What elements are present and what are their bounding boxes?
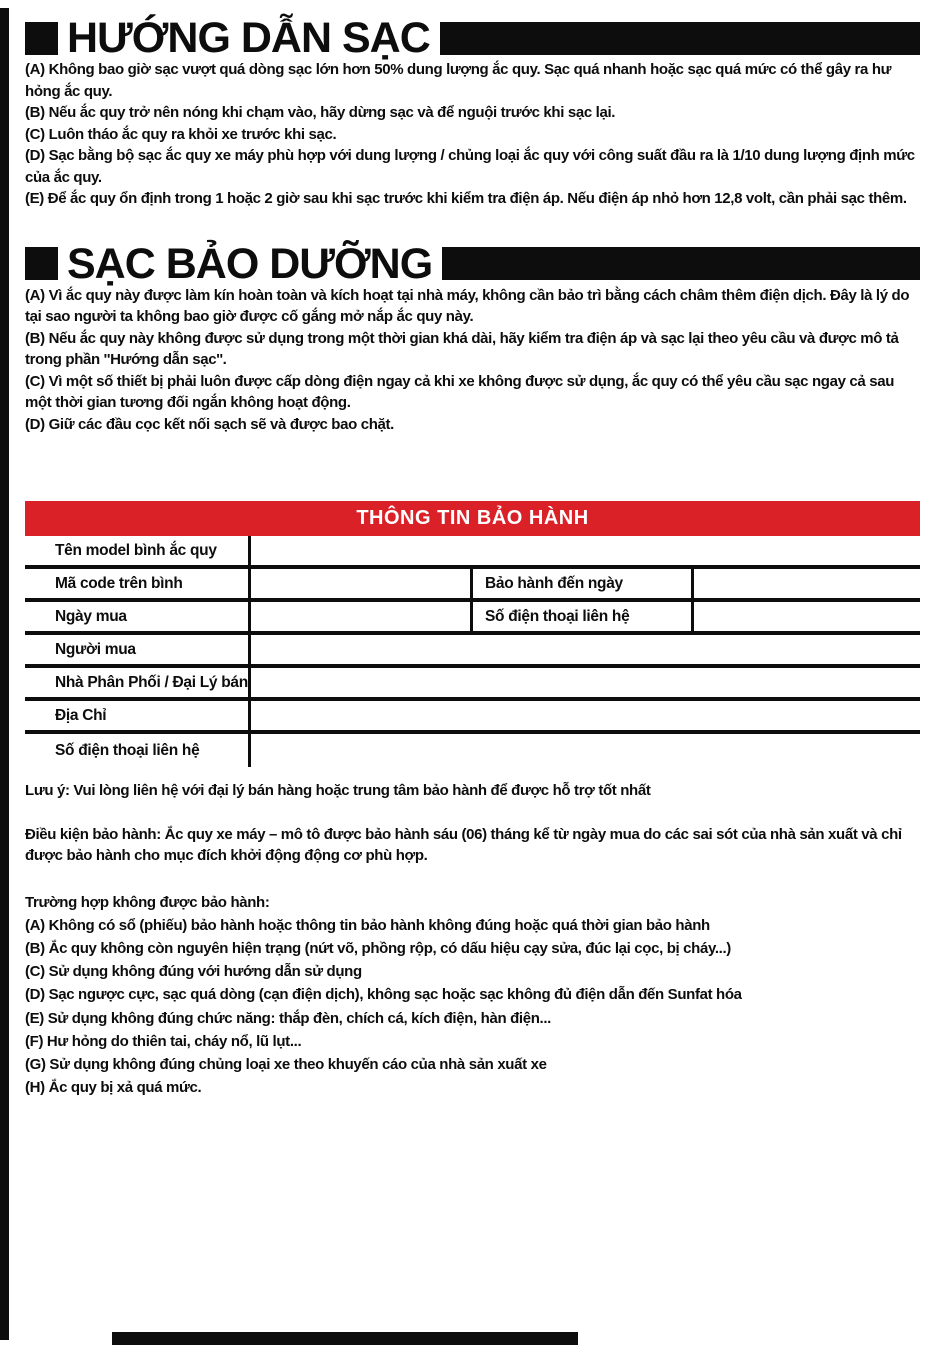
warranty-conditions: Điều kiện bảo hành: Ắc quy xe máy – mô tô được bảo hành sáu (06) tháng kể từ ngày mua do các sai sót của nhà sản xuất và chỉ được bảo hành cho mục đích khởi động động cơ phù hợp. [25, 825, 902, 864]
section-body [25, 285, 920, 436]
section-body [25, 59, 920, 210]
para-line: (E) Để ắc quy ổn định trong 1 hoặc 2 giờ sau khi sạc trước khi kiểm tra điện áp. Nếu điện áp nhỏ hơn 12,8 volt, cần phải sạc thêm. [25, 190, 907, 207]
fill-in-cell [251, 635, 920, 664]
row-label: Tên model bình ắc quy [25, 536, 251, 565]
para-line: (A) Vì ắc quy này được làm kín hoàn toàn và kích hoạt tại nhà máy, không cần bảo trì bằng cách châm thêm điện dịch. Đây là lý do tại sao người ta không bao giờ được cố gắng mở nắp ắc quy này. [25, 286, 910, 325]
row-label-2: Số điện thoại liên hệ [473, 602, 694, 631]
page-left-edge-strip [0, 8, 9, 1340]
exclusion-line: (D) Sạc ngược cực, sạc quá dòng (cạn điện dịch), không sạc hoặc sạc không đủ điện dẫn đến Sunfat hóa [25, 986, 742, 1004]
section-title: HƯỚNG DẪN SẠC [67, 14, 430, 62]
page-bottom-edge-bar [112, 1332, 578, 1345]
header-square-icon [25, 247, 58, 280]
para-line: (A) Không bao giờ sạc vượt quá dòng sạc lớn hơn 50% dung lượng ắc quy. Sạc quá nhanh hoặc sạc quá mức có thể gây ra hư hỏng ắc quy. [25, 61, 892, 100]
header-square-icon [25, 22, 58, 55]
fill-in-cell [251, 668, 920, 697]
para-line: (D) Sạc bằng bộ sạc ắc quy xe máy phù hợp với dung lượng / chủng loại ắc quy với công suất đầu ra là 1/10 dung lượng định mức của ắc quy. [25, 147, 915, 186]
exclusion-line: (C) Sử dụng không đúng với hướng dẫn sử dụng [25, 963, 362, 981]
exclusion-line: (B) Ắc quy không còn nguyên hiện trạng (nứt võ, phồng rộp, có dấu hiệu cạy sửa, đúc lại cọc, bị cháy...) [25, 939, 731, 957]
table-row-buyer [25, 635, 920, 668]
exclusion-line: (G) Sử dụng không đúng chủng loại xe theo khuyến cáo của nhà sản xuất xe [25, 1055, 547, 1073]
header-rule-bar [442, 247, 920, 280]
section-maintenance-charging [25, 239, 920, 436]
para-line: (C) Vì một số thiết bị phải luôn được cấp dòng điện ngay cả khi xe không được sử dụng, ắc quy có thể yêu cầu sạc ngay cả sau một thời gian tương đối ngắn không hoạt động. [25, 372, 895, 411]
fill-in-cell [251, 602, 473, 631]
para-line: (B) Nếu ắc quy trở nên nóng khi chạm vào, hãy dừng sạc và để nguội trước khi sạc lại. [25, 104, 616, 121]
table-row-address [25, 701, 920, 734]
note-line: Lưu ý: Vui lòng liên hệ với đại lý bán hàng hoặc trung tâm bảo hành để được hỗ trợ tốt nhất [25, 782, 651, 799]
exclusion-line: (A) Không có sổ (phiếu) bảo hành hoặc thông tin bảo hành không đúng hoặc quá thời gian bảo hành [25, 916, 710, 934]
row-label: Người mua [25, 635, 251, 664]
section-title: SẠC BẢO DƯỠNG [67, 239, 433, 288]
exclusion-line: (E) Sử dụng không đúng chức năng: thắp đèn, chích cá, kích điện, hàn điện... [25, 1009, 551, 1027]
fill-in-cell [251, 536, 920, 565]
para-line: (B) Nếu ắc quy này không được sử dụng trong một thời gian khá dài, hãy kiểm tra điện áp và sạc lại theo yêu cầu và được mô tả trong phần ''Hướng dẫn sạc''. [25, 329, 899, 368]
para-line: (C) Luôn tháo ắc quy ra khỏi xe trước khi sạc. [25, 125, 337, 143]
warranty-exclusions [25, 891, 920, 1100]
warranty-table-title [25, 501, 920, 536]
warranty-table-title-text: THÔNG TIN BẢO HÀNH [356, 507, 589, 529]
fill-in-cell [694, 602, 920, 631]
table-row-distributor [25, 668, 920, 701]
section-header [25, 239, 920, 288]
exclusions-title: Trường hợp không được bảo hành: [25, 893, 270, 911]
fill-in-cell [251, 734, 920, 767]
row-label: Ngày mua [25, 602, 251, 631]
para-line: (D) Giữ các đầu cọc kết nối sạch sẽ và được bao chặt. [25, 415, 394, 433]
exclusion-line: (H) Ắc quy bị xả quá mức. [25, 1079, 202, 1097]
header-rule-bar [440, 22, 920, 55]
section-charging-instructions [25, 14, 920, 210]
row-label: Số điện thoại liên hệ [25, 734, 251, 767]
table-row-model [25, 536, 920, 569]
row-label: Địa Chỉ [25, 701, 251, 730]
table-row-code [25, 569, 920, 602]
row-label-2: Bảo hành đến ngày [473, 569, 694, 598]
section-header [25, 14, 920, 62]
row-label: Nhà Phân Phối / Đại Lý bán [25, 668, 251, 697]
row-label: Mã code trên bình [25, 569, 251, 598]
exclusion-line: (F) Hư hỏng do thiên tai, cháy nổ, lũ lụt... [25, 1032, 302, 1050]
table-row-purchase-date [25, 602, 920, 635]
fill-in-cell [251, 701, 920, 730]
fill-in-cell [251, 569, 473, 598]
fill-in-cell [694, 569, 920, 598]
warranty-table [25, 501, 920, 767]
page-content [25, 14, 920, 1099]
table-row-phone [25, 734, 920, 767]
